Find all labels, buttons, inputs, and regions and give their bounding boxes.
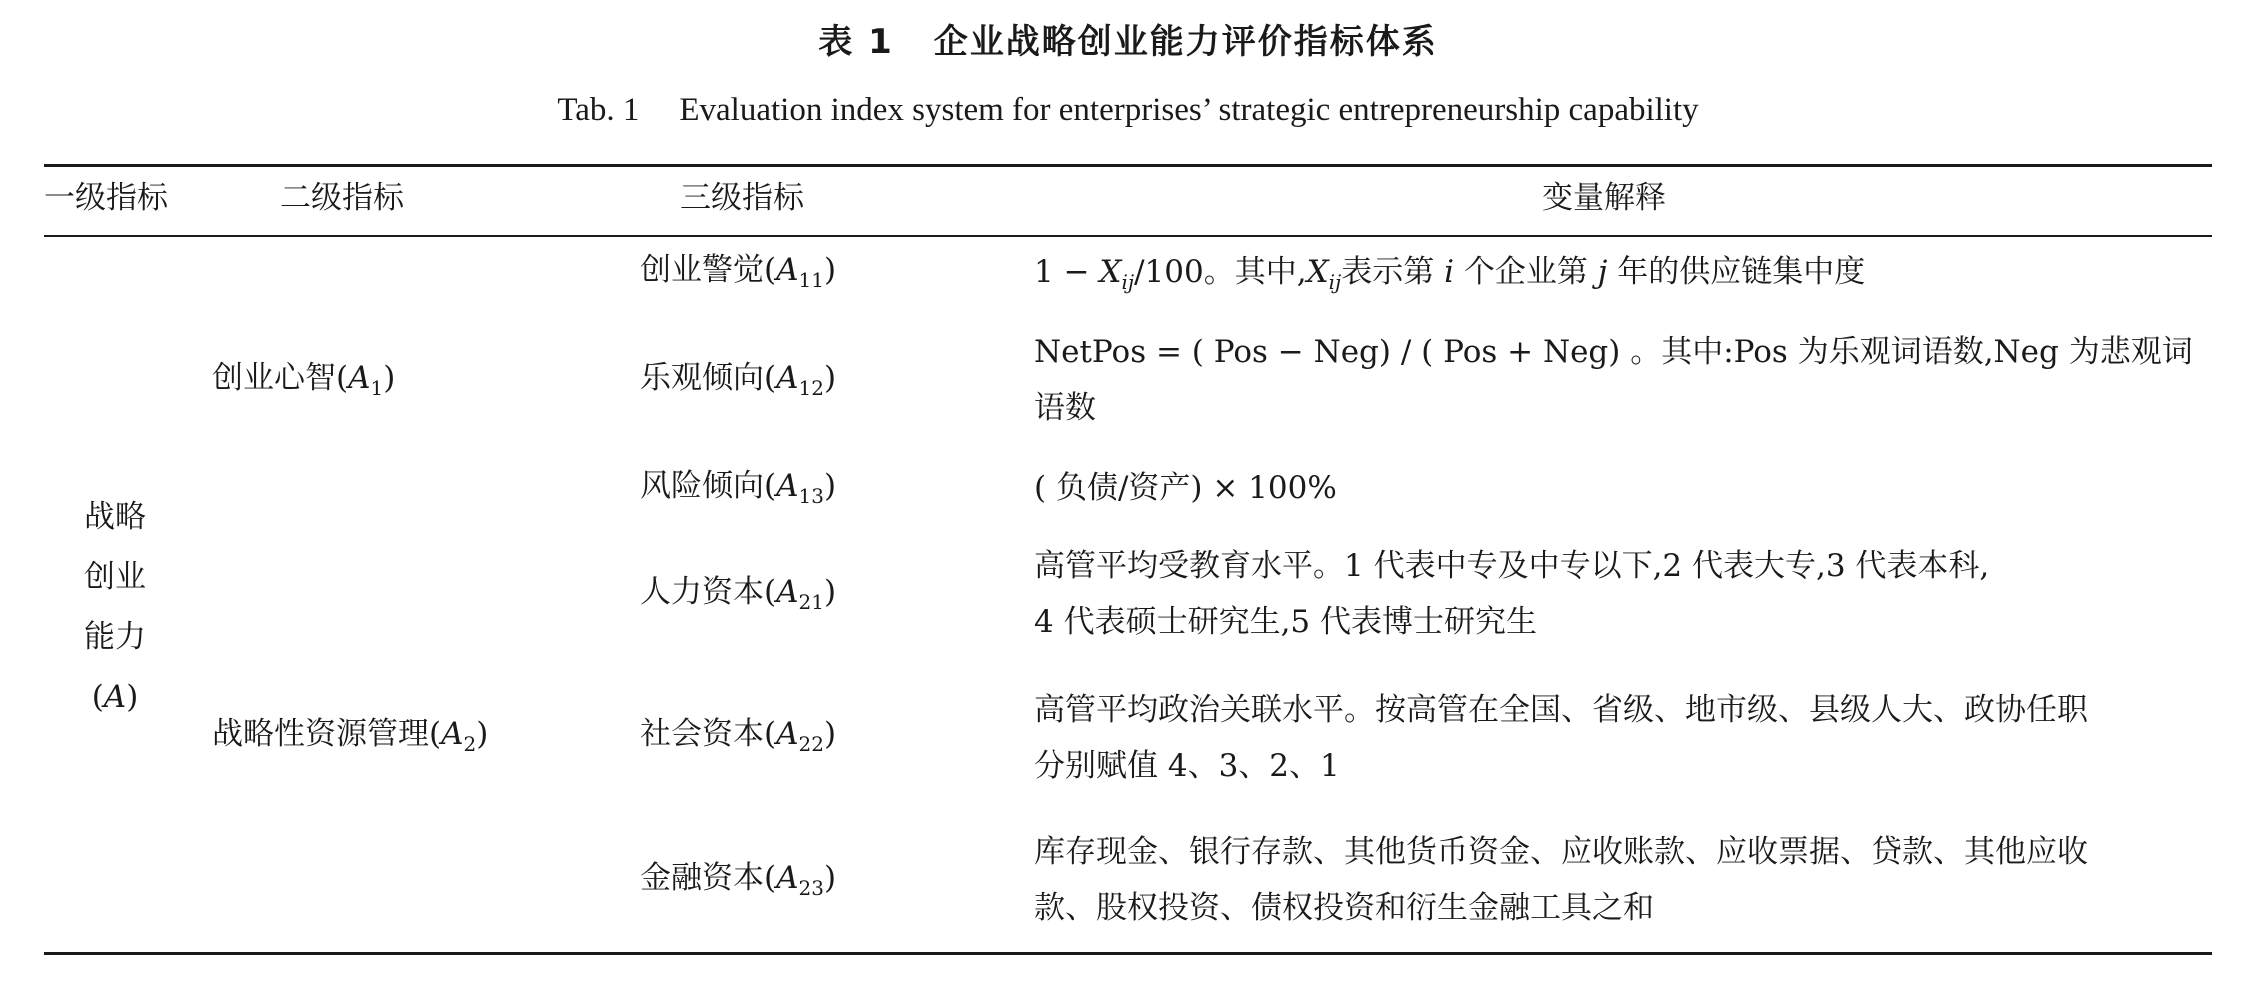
explanation-a23: 库存现金、银行存款、其他货币资金、应收账款、应收票据、贷款、其他应收 款、股权投资、债权投资和衍生金融工具之和	[1034, 834, 2088, 926]
table-number-cn: 表 1	[818, 22, 894, 62]
level1-line: 战略	[84, 499, 146, 535]
explanation-a22: 高管平均政治关联水平。按高管在全国、省级、地市级、县级人大、政协任职 分别赋值 4、3、2、1	[1034, 692, 2088, 784]
table-bottom-rule	[44, 952, 2212, 955]
header-level3: 三级指标	[680, 180, 804, 216]
explanation-a12: NetPos = ( Pos − Neg) / ( Pos + Neg) 。其中:Pos 为乐观词语数,Neg 为悲观词 语数	[1034, 334, 2193, 426]
level2-a2: 战略性资源管理$(A_2)$	[212, 716, 489, 756]
level3-a21: 人力资本$(A_{21})$	[640, 574, 837, 614]
table-title-cn	[0, 14, 2256, 63]
level3-a12: 乐观倾向$(A_{12})$	[640, 360, 837, 400]
table-number-en: Tab. 1	[557, 92, 640, 128]
level3-a13: 风险倾向$(A_{13})$	[640, 468, 837, 508]
header-level2: 二级指标	[280, 180, 404, 216]
level1-line: 能力	[84, 619, 146, 655]
explanation-a21: 高管平均受教育水平。1 代表中专及中专以下,2 代表大专,3 代表本科, 4 代表硕士研究生,5 代表博士研究生	[1034, 548, 1990, 640]
level3-a11: 创业警觉$(A_{11})$	[640, 252, 837, 292]
level3-a22: 社会资本$(A_{22})$	[640, 716, 837, 756]
level3-a23: 金融资本$(A_{23})$	[640, 860, 837, 900]
header-explanation: 变量解释	[1542, 180, 1666, 216]
level1-code: (A)	[91, 679, 139, 715]
table-top-rule	[44, 164, 2212, 167]
table-header-rule	[44, 235, 2212, 237]
level1-line: 创业	[84, 559, 146, 595]
table-title-cn-text: 企业战略创业能力评价指标体系	[933, 22, 1438, 62]
table-title-en	[0, 92, 2256, 129]
table-title-en-text: Evaluation index system for enterprises’ strategic entrepreneurship capability	[679, 92, 1699, 128]
explanation-a13: ( 负债/资产) × 100%	[1034, 470, 1337, 506]
header-level1: 一级指标	[44, 180, 168, 216]
level2-a1: 创业心智$(A_1)$	[212, 360, 396, 400]
level1-indicator	[80, 487, 150, 727]
explanation-a11: $1 - X_{ij}/100$。其中$,X_{ij}$表示第 i 个企业第 j 年的供应链集中度	[1034, 254, 1866, 294]
